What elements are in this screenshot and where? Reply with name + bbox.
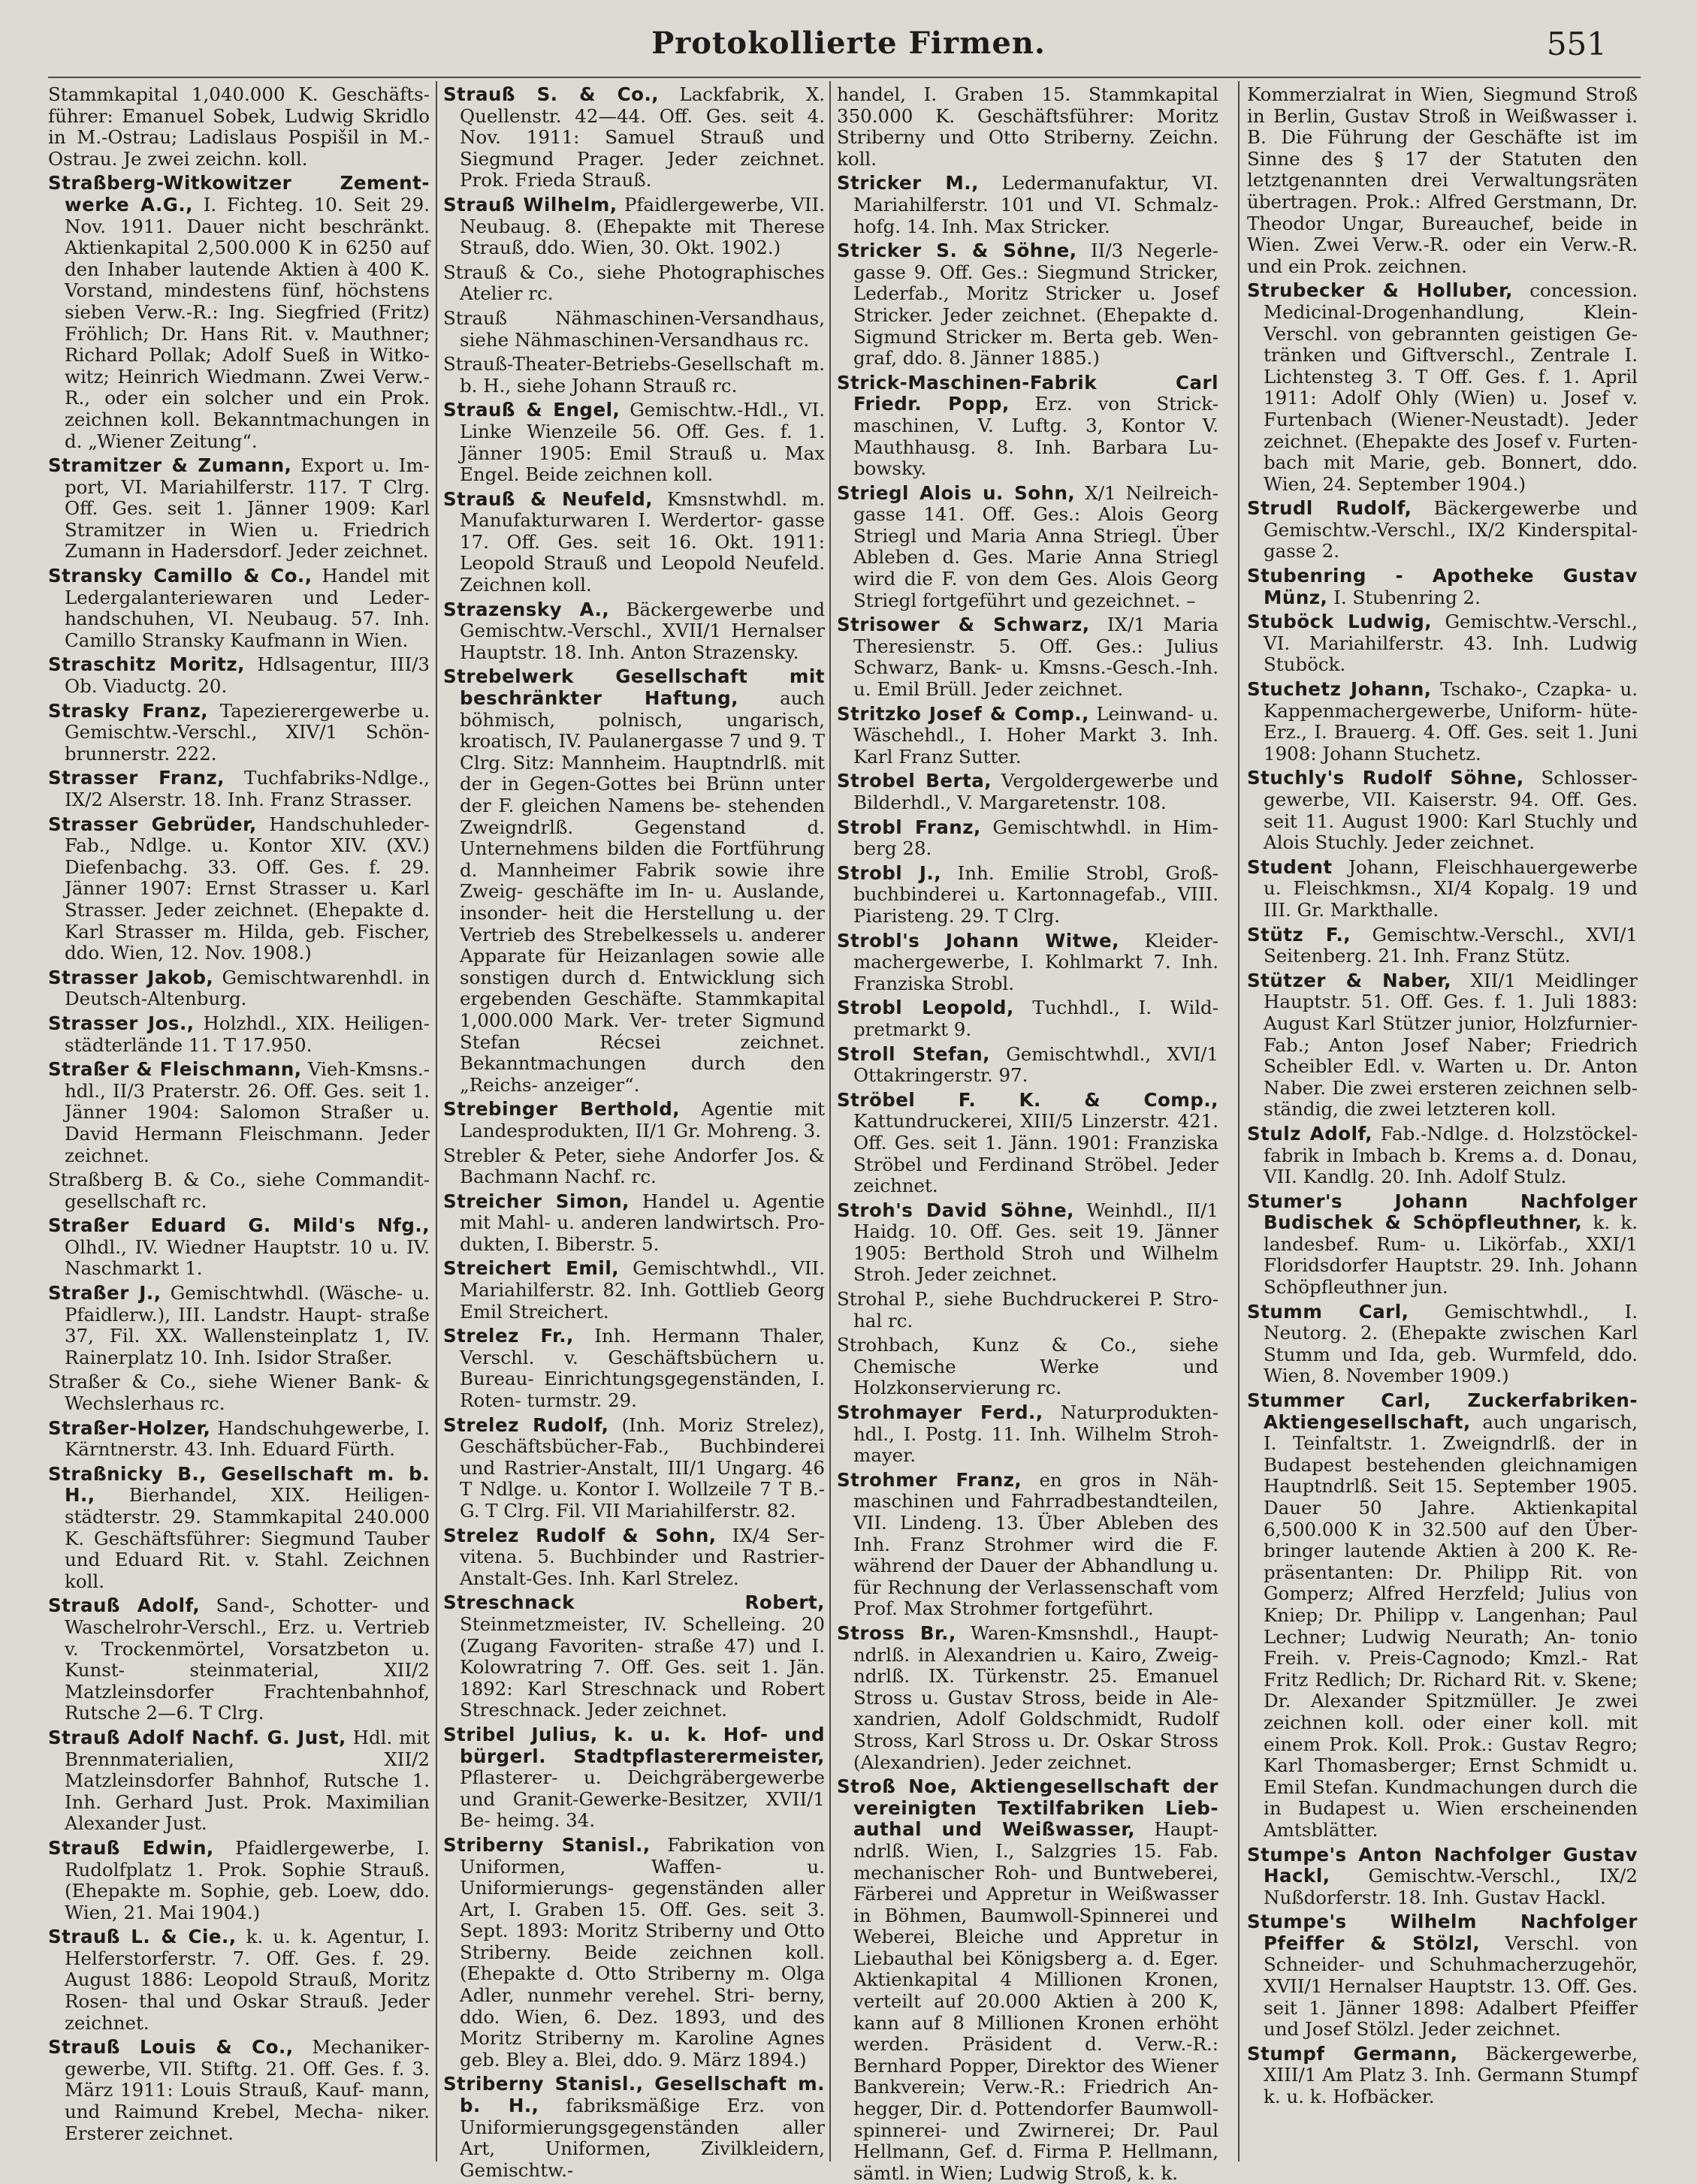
entry-text: Holzhdl., XIX. Heiligen- städterlände 11. T 17.950. xyxy=(65,1012,430,1056)
entry-text: Naturprodukten- hdl., I. Postg. 11. Inh. Wilhelm Stroh- mayer. xyxy=(853,1401,1218,1467)
directory-entry xyxy=(1247,566,1638,608)
entry-text: handel, I. Graben 15. Stammkapital 350.000 K. Geschäftsführer: Moritz Striberny und Otto Striberny. Zeichn. koll. xyxy=(837,83,1218,170)
firm-name: Stuböck Ludwig, xyxy=(1247,611,1433,633)
firm-name: Ströbel F. K. & Comp., xyxy=(837,1088,1218,1111)
firm-name: Strobl's Johann Witwe, xyxy=(837,929,1119,952)
firm-name: Stulz Adolf, xyxy=(1247,1122,1373,1145)
directory-entry xyxy=(1247,1302,1638,1387)
entry-text: Gemischtwhdl., XVI/1 Ottakringerstr. 97. xyxy=(853,1042,1218,1087)
firm-name: Stubenring - Apotheke Gustav Münz, xyxy=(1247,565,1638,608)
directory-entry xyxy=(48,1595,430,1724)
entry-text: Verschl. von Schneider- und Schuhmacherzugehör, XVII/1 Hernalser Hauptstr. 13. Off. Ges. seit 1. Jänner 1898: Adalbert Pfeiffer und Josef Stölzl. Jeder zeichnet. xyxy=(1264,1932,1638,2041)
directory-entry xyxy=(1247,970,1638,1121)
running-title: Protokollierte Firmen. xyxy=(651,26,1046,61)
directory-entry xyxy=(443,1724,825,1832)
entry-text: Steinmetzmeister, IV. Schelleing. 20 (Zugang Favoriten- straße 47) und I. Kolowratring 7. Off. Ges. seit 1. Jän. 1892: Karl Streschnack und Robert Streschnack. Jeder zeichnet. xyxy=(460,1612,825,1721)
entry-text: Bierhandel, XIX. Heiligen- städterstr. 29. Stammkapital 240.000 K. Geschäftsführer: Siegmund Tauber und Eduard Rit. v. Stahl. Zeichnen koll. xyxy=(65,1484,430,1592)
firm-name: Stroh's David Söhne, xyxy=(837,1199,1074,1221)
firm-name: Streicher Simon, xyxy=(443,1190,630,1212)
firm-name: Strauß L. & Cie., xyxy=(48,1926,237,1948)
directory-entry xyxy=(837,1402,1218,1467)
firm-name: Strubecker & Holluber, xyxy=(1247,279,1513,302)
entry-text: Erz. von Strick- maschinen, V. Luftg. 3, Kontor V. Mauthhausg. 8. Inh. Barbara Lu- bowsky. xyxy=(853,393,1218,480)
directory-entry xyxy=(837,1335,1218,1399)
directory-entry xyxy=(443,1592,825,1721)
firm-name: Strauß Louis & Co., xyxy=(48,2036,294,2059)
entry-text: Fab.-Ndlge. d. Holzstöckel- fabrik in Imbach b. Krems a. d. Donau, VII. Kandlg. 20. Inh. Adolf Stulz. xyxy=(1264,1122,1638,1188)
directory-entry xyxy=(1247,679,1638,765)
directory-entry xyxy=(48,1464,430,1593)
directory-entry xyxy=(1247,1191,1638,1299)
entry-text: Stammkapital 1,040.000 K. Geschäfts- führer: Emanuel Sobek, Ludwig Skridlo in M.-Ostrau; Ladislaus Pospišil in M.-Ostrau. Je zwei zeichn. koll. xyxy=(48,83,430,170)
directory-entry xyxy=(48,1727,430,1835)
firm-name: Strelez Rudolf, xyxy=(443,1413,609,1436)
entry-text: Inh. Emilie Strobl, Groß- buchbinderei u. Kartonnagefab., VIII. Piaristeng. 29. T Clrg. xyxy=(853,861,1219,927)
firm-name: Strelez Rudolf & Sohn, xyxy=(443,1524,717,1546)
entry-text: Pflasterer- u. Deichgräbergewerbe und Granit-Gewerke-Besitzer, XVII/1 Be- heimg. 34. xyxy=(460,1766,825,1832)
directory-entry xyxy=(837,614,1218,700)
column-4 xyxy=(1247,84,1638,2157)
firm-name: Strazensky A., xyxy=(443,598,610,620)
firm-name: Stroll Stefan, xyxy=(837,1042,990,1065)
entry-text: Johann, Fleischhauergewerbe u. Fleischkmsn., XI/4 Kopalg. 19 und III. Gr. Markthalle. xyxy=(1264,855,1638,921)
directory-entry xyxy=(48,1418,430,1461)
directory-entry xyxy=(837,931,1218,995)
directory-entry xyxy=(443,354,825,397)
directory-entry xyxy=(1247,84,1638,277)
directory-entry xyxy=(48,455,430,563)
directory-entry xyxy=(443,1415,825,1522)
entry-text: Gemischtwhdl., I. Neutorg. 2. (Ehepakte zwischen Karl Stumm und Ida, geb. Wurmfeld, ddo. Wien, 8. November 1909.) xyxy=(1264,1300,1638,1387)
directory-entry xyxy=(443,400,825,485)
directory-entry xyxy=(837,1470,1218,1620)
column-rule xyxy=(1238,81,1240,2161)
directory-entry xyxy=(48,1013,430,1056)
column-rule xyxy=(829,81,831,2161)
directory-entry xyxy=(48,84,430,170)
page-number: 551 xyxy=(1546,26,1607,62)
entry-text: Bäckergewerbe und Gemischtw.-Verschl., XVII/1 Hernalser Hauptstr. 18. Inh. Anton Strazensky. xyxy=(460,598,826,663)
entry-text: Bäckergewerbe und Gemischtw.-Verschl., IX/2 Kinderspital- gasse 2. xyxy=(1264,497,1638,563)
entry-text: Fabrikation von Uniformen, Waffen- u. Uniformierungs- gegenständen aller Art, I. Graben 15. Off. Ges. seit 3. Sept. 1893: Moritz Striberny und Otto Striberny. Beide zeichnen koll. (Ehepakte d. Otto Striberny m. Olga Adler, nunmehr verehel. Stri- berny, ddo. Wien, 6. Dez. 1893, und des Moritz Striberny m. Karoline Agnes geb. Bley a. Blei, ddo. 9. März 1894.) xyxy=(460,1833,826,2071)
directory-entry xyxy=(1247,498,1638,563)
entry-text: Strauß & Co., siehe Photographisches Atelier rc. xyxy=(443,261,825,305)
directory-entry xyxy=(443,489,825,596)
firm-name: Strauß & Neufeld, xyxy=(443,487,654,510)
firm-name: Strauß S. & Co., xyxy=(443,83,660,105)
directory-entry xyxy=(837,1776,1218,2184)
entry-text: auch ungarisch, I. Teinfaltstr. 1. Zweigndrlß. der in Budapest bestehenden gleichnamigen Hauptndrlß. Seit 15. September 1905. Dauer 50 Jahre. Aktienkapital 6,500.000 K in 32.500 auf den Über- bringer lautende Aktien à 200 K. Re- präsentanten: Dr. Philipp Rit. von Gomperz; Alfred Herzfeld; Julius von Kniep; Dr. Philipp v. Langenhan; Paul Lechner; Ludwig Neurath; An- tonio Freih. v. Preis-Cagnodo; Kmzl.- Rat Fritz Redlich; Dr. Richard Rit. v. Skene; Dr. Alexander Spitzmüller. Je zwei zeichnen koll. oder einer koll. mit einem Prok. Koll. Prok.: Gustav Regro; Karl Thomasberger; Ernst Schmidt u. Emil Stefan. Kundmachungen durch die in Budapest u. Wien erscheinenden Amtsblätter. xyxy=(1264,1410,1638,1841)
directory-entry xyxy=(443,262,825,305)
entry-text: Strauß-Theater-Betriebs-Gesellschaft m. b. H., siehe Johann Strauß rc. xyxy=(443,353,825,397)
directory-entry xyxy=(837,1200,1218,1286)
directory-entry xyxy=(443,84,825,192)
directory-entry xyxy=(443,1099,825,1142)
firm-name: Stransky Camillo & Co., xyxy=(48,565,313,587)
firm-name: Straßer & Fleischmann, xyxy=(48,1058,302,1081)
directory-entry xyxy=(48,814,430,964)
entry-text: Handel u. Agentie mit Mahl- u. anderen landwirtsch. Pro- dukten, I. Biberstr. 5. xyxy=(460,1190,825,1255)
entry-text: Pfaidlergewerbe, I. Rudolfplatz 1. Prok. Sophie Strauß. (Ehepakte m. Sophie, geb. Loew, ddo. Wien, 21. Mai 1904.) xyxy=(65,1836,430,1923)
directory-entry xyxy=(48,1926,430,2034)
firm-name: Strauß Wilhelm, xyxy=(443,193,618,216)
firm-name: Strelez Fr., xyxy=(443,1325,574,1347)
directory-entry xyxy=(1247,1911,1638,2041)
entry-text: Weinhdl., II/1 Haidg. 10. Off. Ges. seit 19. Jänner 1905: Berthold Stroh und Wilhelm Stroh. Jeder zeichnet. xyxy=(853,1199,1218,1286)
firm-name: Strick-Maschinen-Fabrik Carl Friedr. Popp, xyxy=(837,371,1218,415)
entry-text: Gemischtw.-Verschl., XVI/1 Seitenberg. 21. Inh. Franz Stütz. xyxy=(1264,923,1638,967)
entry-text: Gemischtwarenhdl. in Deutsch-Altenburg. xyxy=(65,966,430,1010)
firm-name: Stumpe's Anton Nachfolger Gustav Hackl, xyxy=(1247,1843,1638,1887)
entry-text: Tschako-, Czapka- u. Kappenmachergewerbe, Uniform- hüte-Erz., I. Brauerg. 4. Off. Ges. seit 1. Juni 1908: Johann Stuchetz. xyxy=(1264,678,1638,765)
firm-name: Strasser Jos., xyxy=(48,1012,195,1034)
directory-entry xyxy=(443,666,825,1096)
firm-name: Striberny Stanisl., xyxy=(443,1833,651,1856)
firm-name: Straßer J., xyxy=(48,1282,162,1305)
entry-text: Bäckergewerbe, XIII/1 Am Platz 3. Inh. Germann Stumpf k. u. k. Hofbäcker. xyxy=(1264,2042,1638,2108)
entry-text: Straßer & Co., siehe Wiener Bank- & Wechslerhaus rc. xyxy=(48,1371,430,1415)
firm-name: Stummer Carl, Zuckerfabriken- Aktiengesellschaft, xyxy=(1247,1389,1638,1433)
firm-name: Straschitz Moritz, xyxy=(48,653,245,676)
entry-text: concession. Medicinal-Drogenhandlung, Klein- Verschl. von gebrannten geistigen Ge- tränken und Giftverschl., Zentrale I. Lichtensteg 3. T Off. Ges. f. 1. April 1911: Adolf Ohly (Wien) u. Josef v. Furtenbach (Wiener-Neustadt). Jeder zeichnet. (Ehepakte des Josef v. Furten- bach mit Marie, geb. Bonnert, ddo. Wien, 24. September 1904.) xyxy=(1264,279,1638,495)
entry-text: Agentie mit Landesprodukten, II/1 Gr. Mohreng. 3. xyxy=(460,1098,825,1142)
entry-text: X/1 Neilreich- gasse 141. Off. Ges.: Alois Georg Striegl und Maria Anna Striegl. Über Ableben d. Ges. Marie Anna Striegl wird die F. von dem Ges. Alois Georg Striegl fortgeführt und gezeichnet. – xyxy=(853,481,1218,611)
entry-text: Strohbach, Kunz & Co., siehe Chemische Werke und Holzkonservierung rc. xyxy=(837,1334,1218,1399)
directory-entry xyxy=(443,1191,825,1256)
entry-text: auch böhmisch, polnisch, ungarisch, kroatisch, IV. Paulanergasse 7 und 9. T Clrg. Sitz: Mannheim. Hauptndrlß. mit der in Gegen-Gottes bei Brünn unter der F. gleichen Namens be- stehenden Zweigndrlß. Gegenstand d. Unternehmens bilden die Fortführung d. Mannheimer Fabrik sowie ihre Zweig- geschäfte im In- u. Auslande, insonder- heit die Herstellung u. der Vertrieb des Strebelkessels u. anderer Apparate für Heizanlagen sowie alle sonstigen durch d. Entwicklung sich ergebenden Geschäfte. Stammkapital 1,000.000 Mark. Ver- treter Sigmund Stefan Récsei zeichnet. Bekanntmachungen durch den „Reichs- anzeiger“. xyxy=(460,687,825,1096)
firm-name: Strobel Berta, xyxy=(837,770,992,792)
firm-name: Strobl J., xyxy=(837,861,942,884)
directory-entry xyxy=(837,863,1218,928)
firm-name: Strauß Adolf Nachf. G. Just, xyxy=(48,1726,346,1748)
firm-name: Striegl Alois u. Sohn, xyxy=(837,481,1076,504)
entry-text: Inh. Hermann Thaler, Verschl. v. Geschäftsbüchern u. Bureau- Einrichtungsgegenständen, I. Roten- turmstr. 29. xyxy=(460,1325,825,1412)
entry-text: Handel mit Ledergalanteriewaren und Leder- handschuhen, VI. Neubaug. 57. Inh. Camillo Stransky Kaufmann in Wien. xyxy=(65,565,430,651)
firm-name: Stumpe's Wilhelm Nachfolger Pfeiffer & Stölzl, xyxy=(1247,1911,1638,1954)
directory-entry xyxy=(48,1059,430,1166)
directory-entry xyxy=(1247,857,1638,922)
firm-name: Stumpf Germann, xyxy=(1247,2042,1458,2065)
firm-name: Stricker M., xyxy=(837,172,979,195)
entry-text: k. k. landesbef. Rum- u. Likörfab., XXI/1 Floridsdorfer Hauptstr. 29. Inh. Johann Schöpfleuthner jun. xyxy=(1264,1211,1638,1299)
entry-text: Sand-, Schotter- und Waschelrohr-Verschl., Erz. u. Vertrieb v. Trockenmörtel, Vorsatzbeton u. Kunst- steinmaterial, XII/2 Matzleinsdorfer Frachtenbahnhof, Rutsche 2—6. T Clrg. xyxy=(65,1594,430,1724)
directory-entry xyxy=(48,1838,430,1923)
entry-text: Haupt- ndrlß. Wien, I., Salzgries 15. Fab. mechanischer Roh- und Buntweberei, Färberei und Appretur in Weißwasser in Böhmen, Baumwoll-Spinnerei und Weberei, Bleiche und Appretur in Liebauthal bei Königsberg a. d. Eger. Aktienkapital 4 Millionen Kronen, verteilt auf 20.000 Aktien à 200 K, kann auf 8 Millionen Kronen erhöht werden. Präsident d. Verw.-R.: Bernhard Popper, Direktor des Wiener Bankverein; Verw.-R.: Friedrich An- hegger, Dir. d. Pottendorfer Baumwoll- spinnerei- und Zwirnerei; Dr. Paul Hellmann, Gef. d. Firma P. Hellmann, sämtl. in Wien; Ludwig Stroß, k. k. xyxy=(853,1818,1218,2184)
firm-name: Stützer & Naber, xyxy=(1247,969,1452,991)
entry-text: Gemischtwhdl., VII. Mariahilferstr. 82. Inh. Gottlieb Georg Emil Streichert. xyxy=(460,1257,825,1323)
entry-text: Kattundruckerei, XIII/5 Linzerstr. 421. Off. Ges. seit 1. Jänn. 1901: Franziska Ströbel und Ferdinand Ströbel. Jeder zeichnet. xyxy=(853,1110,1218,1197)
directory-entry xyxy=(837,483,1218,612)
entry-text: Kmsnstwhdl. m. Manufakturwaren I. Werdertor- gasse 17. Off. Ges. seit 16. Okt. 1911: Leopold Strauß und Leopold Neufeld. Zeichnen koll. xyxy=(460,487,826,596)
firm-name: Strobl Franz, xyxy=(837,816,981,838)
directory-entry xyxy=(48,1169,430,1212)
entry-text: Ledermanufaktur, VI. Mariahilferstr. 101 und VI. Schmalz- hofg. 14. Inh. Max Stricker. xyxy=(853,172,1218,237)
firm-name: Strauß Edwin, xyxy=(48,1836,214,1859)
entry-text: Mechaniker- gewerbe, VII. Stiftg. 21. Off. Ges. f. 3. März 1911: Louis Strauß, Kauf- mann, und Raimund Krebel, Mecha- niker. Ersterer zeichnet. xyxy=(65,2036,430,2144)
firm-name: Stroß Noe, Aktiengesellschaft der vereinigten Textilfabriken Lieb- authal und Weißwasser, xyxy=(837,1775,1218,1841)
firm-name: Strobl Leopold, xyxy=(837,997,1014,1019)
firm-name: Streschnack Robert, xyxy=(443,1591,825,1614)
firm-name: Stross Br., xyxy=(837,1621,956,1644)
entry-text: I. Stubenring 2. xyxy=(1333,586,1481,608)
entry-text: Kleider- machergewerbe, I. Kohlmarkt 7. Inh. Franziska Strobl. xyxy=(853,929,1218,994)
entry-text: Hdlsagentur, III/3 Ob. Viaductg. 20. xyxy=(65,653,430,698)
entry-text: II/3 Negerle- gasse 9. Off. Ges.: Siegmund Stricker, Lederfab., Moritz Stricker u. Josef Stricker. Jeder zeichnet. (Ehepakte d. Sigmund Stricker m. Berta geb. Wen- graf, ddo. 8. Jänner 1885.) xyxy=(853,240,1219,370)
entry-text: I. Fichteg. 10. Seit 29. Nov. 1911. Dauer nicht beschränkt. Aktienkapital 2,500.000 K in 6250 auf den Inhaber lautende Aktien à 400 K. Vorstand, mindestens fünf, höchstens sieben Verw.-R.: Ing. Siegfried (Fritz) Fröhlich; Dr. Hans Rit. v. Mauthner; Richard Pollak; Adolf Sueß in Witko- witz; Heinrich Wiedmann. Zwei Verw.- R., oder ein solcher und ein Prok. zeichnen koll. Bekanntmachungen in d. „Wiener Zeitung“. xyxy=(65,193,430,452)
firm-name: Strisower & Schwarz, xyxy=(837,614,1090,636)
firm-name: Straßer Eduard G. Mild's Nfg., xyxy=(48,1214,430,1237)
directory-entry xyxy=(837,84,1218,170)
firm-name: Strauß Adolf, xyxy=(48,1594,201,1617)
directory-entry xyxy=(837,997,1218,1040)
firm-name: Strudl Rudolf, xyxy=(1247,497,1412,520)
directory-entry xyxy=(443,308,825,351)
firm-name: Strasser Gebrüder, xyxy=(48,813,257,835)
firm-name: Stramitzer & Zumann, xyxy=(48,454,292,477)
header-rule xyxy=(48,77,1641,78)
entry-text: Handschuhgewerbe, I. Kärntnerstr. 43. Inh. Eduard Fürth. xyxy=(65,1416,430,1461)
column-1 xyxy=(48,84,430,2157)
firm-name: Strebinger Berthold, xyxy=(443,1098,681,1121)
directory-entry xyxy=(443,1258,825,1323)
entry-text: (Inh. Moriz Strelez), Geschäftsbücher-Fab., Buchbinderei und Rastrier-Anstalt, III/1 Ungarg. 46 T Ndlge. u. Kontor I. Wollzeile 7 T B.-G. T Clrg. Fil. VII Mariahilferstr. 82. xyxy=(460,1413,825,1522)
firm-name: Strasser Franz, xyxy=(48,767,225,789)
firm-name: Stritzko Josef & Comp., xyxy=(837,702,1089,725)
entry-text: Pfaidlergewerbe, VII. Neubaug. 8. (Ehepakte mit Therese Strauß, ddo. Wien, 30. Okt. 1902.) xyxy=(460,193,825,259)
directory-entry xyxy=(48,566,430,651)
firm-name: Strasky Franz, xyxy=(48,699,209,722)
firm-name: Straßnicky B., Gesellschaft m. b. H., xyxy=(48,1462,430,1507)
directory-entry xyxy=(443,2074,825,2181)
firm-name: Stribel Julius, k. u. k. Hof- und bürgerl. Stadtpflasterermeister, xyxy=(443,1723,825,1767)
entry-text: Lackfabrik, X. Quellenstr. 42—44. Off. Ges. seit 4. Nov. 1911: Samuel Strauß und Siegmund Prager. Jeder zeichnet. Prok. Frieda Strauß. xyxy=(460,83,825,192)
column-2 xyxy=(443,83,826,2181)
entry-text: Tuchfabriks-Ndlge., IX/2 Alserstr. 18. Inh. Franz Strasser. xyxy=(65,767,430,810)
firm-name: Stuchetz Johann, xyxy=(1247,678,1432,701)
directory-entry xyxy=(1247,1845,1638,1909)
firm-name: Stuchly's Rudolf Söhne, xyxy=(1247,767,1524,789)
firm-name: Stricker S. & Söhne, xyxy=(837,240,1077,262)
directory-entry xyxy=(48,768,430,810)
directory-entry xyxy=(48,173,430,452)
directory-entry xyxy=(443,599,825,664)
entry-text: Tapezierergewerbe u. Gemischtw.-Verschl., XIV/1 Schön- brunnerstr. 222. xyxy=(65,699,430,765)
directory-entry xyxy=(837,1044,1218,1087)
entry-text: fabriksmäßige Erz. von Uniformierungsgegenständen aller Art, Uniformen, Zivilkleidern, Gemischtw.- xyxy=(460,2095,825,2181)
directory-entry xyxy=(443,1835,825,2071)
directory-entry xyxy=(48,2037,430,2144)
firm-name: Straßberg-Witkowitzer Zement- werke A.G., xyxy=(48,172,430,216)
entry-text: Olhdl., IV. Wiedner Hauptstr. 10 u. IV. Naschmarkt 1. xyxy=(65,1235,430,1280)
firm-name: Streichert Emil, xyxy=(443,1257,620,1280)
directory-entry xyxy=(48,701,430,765)
entry-text: Gemischtw.-Verschl., VI. Mariahilferstr. 43. Inh. Ludwig Stuböck. xyxy=(1264,611,1638,676)
entry-text: Handschuhleder- Fab., Ndlge. u. Kontor XIV. (XV.) Diefenbachg. 33. Off. Ges. f. 29. Jänner 1907: Ernst Strasser u. Karl Strasser. Jeder zeichnet. (Ehepakte d. Karl Strasser m. Hilda, geb. Fischer, ddo. Wien, 12. Nov. 1908.) xyxy=(65,813,430,964)
entry-text: Tuchhdl., I. Wild- pretmarkt 9. xyxy=(853,997,1218,1040)
directory-entry xyxy=(837,1289,1218,1332)
directory-entry xyxy=(837,1090,1218,1197)
entry-text: k. u. k. Agentur, I. Helferstorferstr. 7. Off. Ges. f. 29. August 1886: Leopold Strauß, Moritz Rosen- thal und Oskar Strauß. Jeder zeichnet. xyxy=(65,1926,430,2034)
column-rule xyxy=(436,81,437,2161)
entry-text: Vieh-Kmsns.- hdl., II/3 Praterstr. 26. Off. Ges. seit 1. Jänner 1904: Salomon Straßer u. David Hermann Fleischmann. Jeder zeichnet. xyxy=(65,1058,430,1166)
entry-text: Kommerzialrat in Wien, Siegmund Stroß in Berlin, Gustav Stroß in Weißwasser i. B. Die Führung der Geschäfte ist im Sinne des § 17 der Statuten den letztgenannten drei Verwaltungsräten übertragen. Prok.: Alfred Gerstmann, Dr. Theodor Ungar, Bureauchef, beide in Wien. Zwei Verw.-R. oder ein Verw.-R. und ein Prok. zeichnen. xyxy=(1247,83,1638,277)
directory-entry xyxy=(1247,1390,1638,1841)
directory-entry xyxy=(48,1283,430,1368)
firm-name: Stumm Carl, xyxy=(1247,1300,1409,1323)
firm-name: Stumer's Johann Nachfolger Budischek & Schöpfleuthner, xyxy=(1247,1190,1638,1234)
directory-entry xyxy=(1247,280,1638,495)
entry-text: Gemischtwhdl. (Wäsche- u. Pfaidlerw.), III. Landstr. Haupt- straße 37, Fil. XX. Wallensteinplatz 1, IV. Rainerplatz 10. Inh. Isidor Straßer. xyxy=(65,1282,430,1368)
directory-entry xyxy=(443,195,825,259)
directory-entry xyxy=(48,1371,430,1414)
directory-entry xyxy=(1247,925,1638,967)
entry-text: Waren-Kmsnshdl., Haupt- ndrlß. in Alexandrien u. Kairo, Zweig- ndrlß. IX. Türkenstr. 25. Emanuel Stross u. Gustav Stross, beide in Ale- xandrien, Adolf Goldschmidt, Rudolf Stross, Karl Stross u. Dr. Oskar Stross (Alexandrien). Jeder zeichnet. xyxy=(853,1621,1218,1773)
directory-entry xyxy=(1247,1124,1638,1188)
directory-entry xyxy=(837,173,1218,237)
directory-entry xyxy=(48,1215,430,1280)
entry-text: IX/4 Ser- vitena. 5. Buchbinder und Rastrier- Anstalt-Ges. Inh. Karl Strelez. xyxy=(460,1524,825,1589)
directory-entry xyxy=(443,1326,825,1411)
page-header xyxy=(0,26,1697,71)
firm-name: Strasser Jakob, xyxy=(48,966,214,988)
entry-text: Strebler & Peter, siehe Andorfer Jos. & Bachmann Nachf. rc. xyxy=(443,1144,825,1188)
firm-name: Student xyxy=(1247,855,1333,878)
entry-text: Straßberg B. & Co., siehe Commandit- gesellschaft rc. xyxy=(48,1169,430,1212)
directory-entry xyxy=(443,1145,825,1188)
directory-entry xyxy=(837,373,1218,480)
directory-entry xyxy=(837,704,1218,768)
directory-entry xyxy=(837,240,1218,370)
entry-text: Strauß Nähmaschinen-Versandhaus, siehe Nähmaschinen-Versandhaus rc. xyxy=(443,306,825,351)
entry-text: XII/1 Meidlinger Hauptstr. 51. Off. Ges. f. 1. Juli 1883: August Karl Stützer junior, Holzfurnier- Fab.; Anton Josef Naber; Friedrich Scheibler Edl. v. Warten u. Dr. Anton Naber. Die zwei ersteren zeichnen selb- ständig, die zwei letzteren koll. xyxy=(1264,969,1638,1121)
entry-text: Schlosser- gewerbe, VII. Kaiserstr. 94. Off. Ges. seit 11. August 1900: Karl Stuchly und Alois Stuchly. Jeder zeichnet. xyxy=(1264,767,1638,854)
firm-name: Strebelwerk Gesellschaft mit beschränkter Haftung, xyxy=(443,665,825,710)
directory-entry xyxy=(443,1525,825,1590)
firm-name: Strohmer Franz, xyxy=(837,1468,1022,1491)
directory-entry xyxy=(1247,768,1638,853)
firm-name: Strohmayer Ferd., xyxy=(837,1401,1043,1424)
directory-entry xyxy=(837,1623,1218,1773)
entry-text: Export u. Im- port, VI. Mariahilferstr. 117. T Clrg. Off. Ges. seit 1. Jänner 1909: Karl Stramitzer in Wien u. Friedrich Zumann in Hadersdorf. Jeder zeichnet. xyxy=(65,454,430,563)
directory-entry xyxy=(48,654,430,697)
entry-text: Gemischtw.-Hdl., VI. Linke Wienzeile 56. Off. Ges. f. 1. Jänner 1905: Emil Strauß u. Max Engel. Beide zeichnen koll. xyxy=(460,399,825,486)
firm-name: Striberny Stanisl., Gesellschaft m. b. H., xyxy=(443,2073,825,2117)
entry-text: Gemischtw.-Verschl., IX/2 Nußdorferstr. 18. Inh. Gustav Hackl. xyxy=(1264,1865,1638,1908)
entry-text: Vergoldergewerbe und Bilderhdl., V. Margaretenstr. 108. xyxy=(853,770,1218,813)
entry-text: Strohal P., siehe Buchdruckerei P. Stro- hal rc. xyxy=(837,1288,1218,1332)
directory-entry xyxy=(1247,611,1638,676)
firm-name: Straßer-Holzer, xyxy=(48,1416,211,1439)
entry-text: IX/1 Maria Theresienstr. 5. Off. Ges.: Julius Schwarz, Bank- u. Kmsns.-Gesch.-Inh. u. Emil Brüll. Jeder zeichnet. xyxy=(853,614,1218,701)
entry-text: Hdl. mit Brennmaterialien, XII/2 Matzleinsdorfer Bahnhof, Rutsche 1. Inh. Gerhard Just. Prok. Maximilian Alexander Just. xyxy=(65,1726,430,1835)
directory-entry xyxy=(1247,2044,1638,2108)
firm-name: Strauß & Engel, xyxy=(443,399,621,421)
entry-text: Leinwand- u. Wäschehdl., I. Hoher Markt 3. Inh. Karl Franz Sutter. xyxy=(853,702,1219,768)
directory-entry xyxy=(48,967,430,1010)
entry-text: en gros in Näh- maschinen und Fahrradbestandteilen, VII. Lindeng. 13. Über Ableben des Inh. Franz Strohmer wird die F. während der Dauer der Abhandlung u. für Rechnung der Verlassenschaft vom Prof. Max Strohmer fortgeführt. xyxy=(853,1468,1219,1620)
directory-entry xyxy=(837,817,1218,860)
firm-name: Stütz F., xyxy=(1247,923,1351,946)
column-3 xyxy=(837,83,1219,2184)
entry-text: Gemischtwhdl. in Him- berg 28. xyxy=(853,816,1218,860)
directory-entry xyxy=(837,771,1218,813)
